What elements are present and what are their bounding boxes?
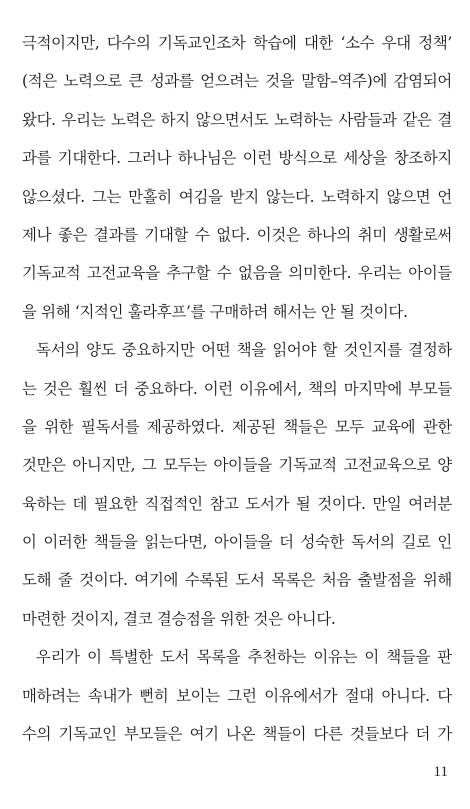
page-number: 11: [433, 764, 448, 780]
text-line: 도해 줄 것이다. 여기에 수록된 도서 목록은 처음 출발점을 위해: [22, 571, 452, 590]
body-text: [22, 24, 452, 753]
text-line: 을 위해 ‘지적인 훌라후프’를 구매하려 해서는 안 될 것이다.: [22, 302, 408, 321]
text-line: 마련한 것이지, 결코 결승점을 위한 것은 아니다.: [22, 609, 336, 628]
text-line: 수의 기독교인 부모들은 여기 나온 책들이 다른 것들보다 더 가: [22, 725, 452, 744]
text-line: 기독교적 고전교육을 추구할 수 없음을 의미한다. 우리는 아이들: [22, 264, 452, 283]
text-line: 독서의 양도 중요하지만 어떤 책을 읽어야 할 것인지를 결정하: [36, 341, 452, 360]
text-line: 것만은 아니지만, 그 모두는 아이들을 기독교적 고전교육으로 양: [22, 456, 452, 475]
text-line: 을 위한 필독서를 제공하였다. 제공된 책들은 모두 교육에 관한: [22, 417, 452, 436]
text-line: 우리가 이 특별한 도서 목록을 추천하는 이유는 이 책들을 판: [36, 648, 452, 667]
text-line: 이 이러한 책들을 읽는다면, 아이들을 더 성숙한 독서의 길로 인: [22, 533, 452, 552]
text-line: 제나 좋은 결과를 기대할 수 없다. 이것은 하나의 취미 생활로써: [22, 225, 452, 244]
text-line: (적은 노력으로 큰 성과를 얻으려는 것을 말함–역주)에 감염되어: [22, 72, 452, 91]
text-line: 않으셨다. 그는 만홀히 여김을 받지 않는다. 노력하지 않으면 언: [22, 187, 452, 206]
text-line: 육하는 데 필요한 직접적인 참고 도서가 될 것이다. 만일 여러분: [22, 494, 452, 513]
text-line: 과를 기대한다. 그러나 하나님은 이런 방식으로 세상을 창조하지: [22, 149, 452, 168]
text-line: 매하려는 속내가 뻔히 보이는 그런 이유에서가 절대 아니다. 다: [22, 686, 452, 705]
text-line: 는 것은 훨씬 더 중요하다. 이런 이유에서, 책의 마지막에 부모들: [22, 379, 452, 398]
text-line: 극적이지만, 다수의 기독교인조차 학습에 대한 ‘소수 우대 정책’: [22, 34, 452, 52]
text-line: 왔다. 우리는 노력은 하지 않으면서도 노력하는 사람들과 같은 결: [22, 110, 452, 129]
